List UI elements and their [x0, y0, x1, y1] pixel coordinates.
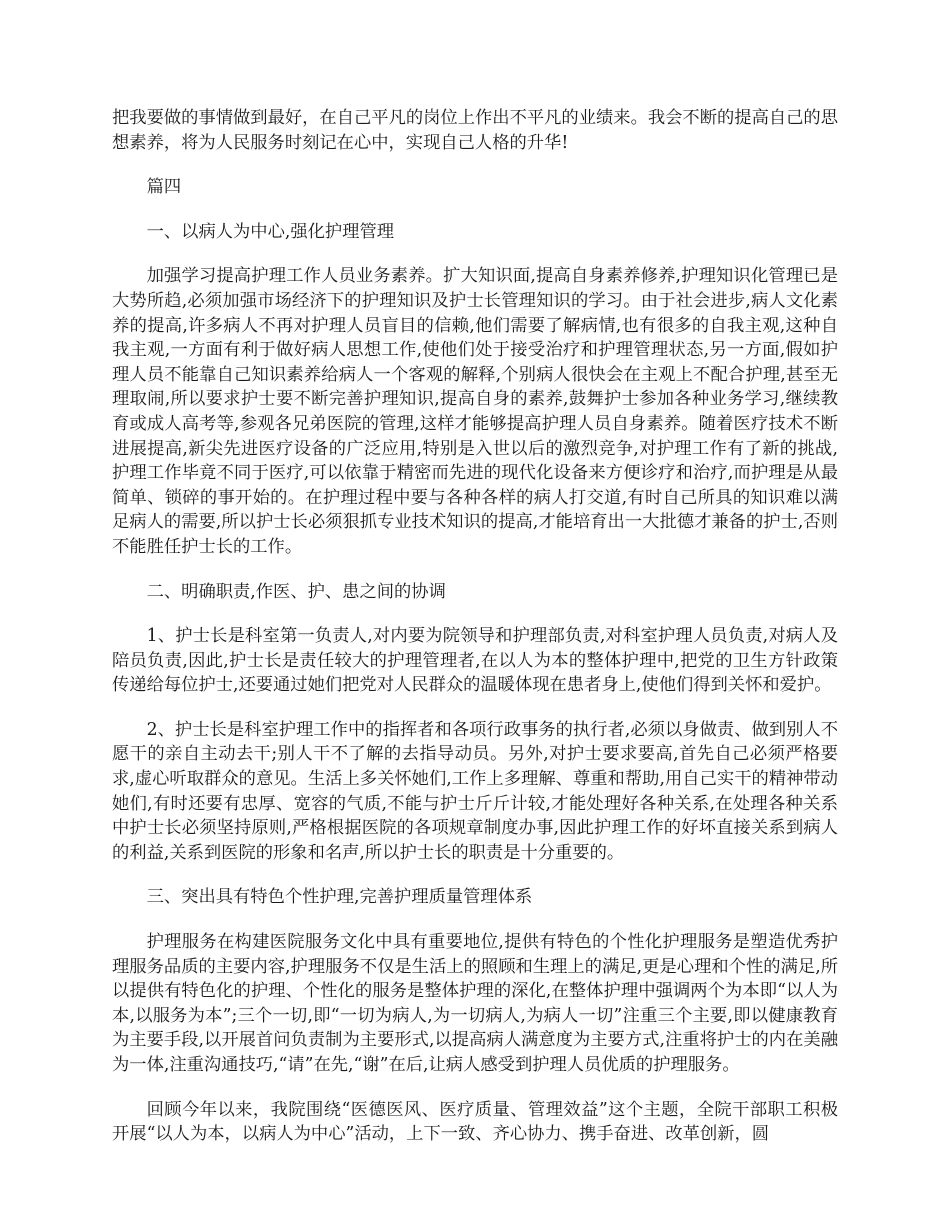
paragraph-3: 2、护士长是科室护理工作中的指挥者和各项行政事务的执行者,必须以身做责、做到别人不愿干的亲自主动去干;别人干不了解的去指导动员。另外,对护士要求要高,首先自己必须严格要求,虚心听取群众的意见。生活上多关怀她们,工作上多理解、尊重和帮助,用自己实干的精神带动她们,有时还要有忠厚、宽容的气质,不能与护士斤斤计较,才能处理好各种关系,在处理各种关系中护士长必须坚持原则,严格根据医院的各项规章制度办事,因此护理工作的好坏直接关系到病人的利益,关系到医院的形象和名声,所以护士长的职责是十分重要的。 [112, 719, 838, 863]
section-heading-2: 二、明确职责,作医、护、患之间的协调 [146, 581, 446, 602]
section-heading-3: 三、突出具有特色个性护理,完善护理质量管理体系 [146, 887, 533, 908]
section-heading-1: 一、以病人为中心,强化护理管理 [146, 221, 395, 242]
section-label: 篇四 [146, 177, 182, 198]
paragraph-2: 1、护士长是科室第一负责人,对内要为院领导和护理部负责,对科室护理人员负责,对病人及陪员负责,因此,护士长是责任较大的护理管理者,在以人为本的整体护理中,把党的卫生方针政策传递给每位护士,还要通过她们把党对人民群众的温暖体现在患者身上,使他们得到关怀和爱护。 [112, 626, 838, 696]
document-page [112, 106, 838, 1167]
paragraph-5: 回顾今年以来，我院围绕“医德医风、医疗质量、管理效益”这个主题，全院干部职工积极开展“以人为本，以病人为中心”活动，上下一致、齐心协力、携手奋进、改革创新，圆 [112, 1099, 838, 1145]
paragraph-1: 加强学习提高护理工作人员业务素养。扩大知识面,提高自身素养修养,护理知识化管理已是大势所趋,必须加强市场经济下的护理知识及护士长管理知识的学习。由于社会进步,病人文化素养的提高,许多病人不再对护理人员盲目的信赖,他们需要了解病情,也有很多的自我主观,这种自我主观,一方面有利于做好病人思想工作,使他们处于接受治疗和护理管理状态,另一方面,假如护理人员不能靠自己知识素养给病人一个客观的解释,个别病人很快会在主观上不配合护理,甚至无理取闹,所以要求护士要不断完善护理知识,提高自身的素养,鼓舞护士参加各种业务学习,继续教育或成人高考等,参观各兄弟医院的管理,这样才能够提高护理人员自身素养。随着医疗技术不断进展提高,新尖先进医疗设备的广泛应用,特别是入世以后的激烈竞争,对护理工作有了新的挑战,护理工作毕竟不同于医疗,可以依靠于精密而先进的现代化设备来方便诊疗和治疗,而护理是从最简单、锁碎的事开始的。在护理过程中要与各种各样的病人打交道,有时自己所具的知识难以满足病人的需要,所以护士长必须狠抓专业技术知识的提高,才能培育出一大批德才兼备的护士,否则不能胜任护士长的工作。 [112, 266, 838, 557]
paragraph-4: 护理服务在构建医院服务文化中具有重要地位,提供有特色的个性化护理服务是塑造优秀护理服务品质的主要内容,护理服务不仅是生活上的照顾和生理上的满足,更是心理和个性的满足,所以提供有特色化的护理、个性化的服务是整体护理的深化,在整体护理中强调两个为本即“以人为本,以服务为本”;三个一切,即“一切为病人,为一切病人,为病人一切”注重三个主要,即以健康教育为主要手段,以开展首问负责制为主要形式,以提高病人满意度为主要方式,注重将护士的内在美融为一体,注重沟通技巧,“请”在先,“谢”在后,让病人感受到护理人员优质的护理服务。 [112, 932, 838, 1075]
paragraph-intro: 把我要做的事情做到最好，在自己平凡的岗位上作出不平凡的业绩来。我会不断的提高自己的思想素养，将为人民服务时刻记在心中，实现自己人格的升华! [112, 108, 838, 153]
